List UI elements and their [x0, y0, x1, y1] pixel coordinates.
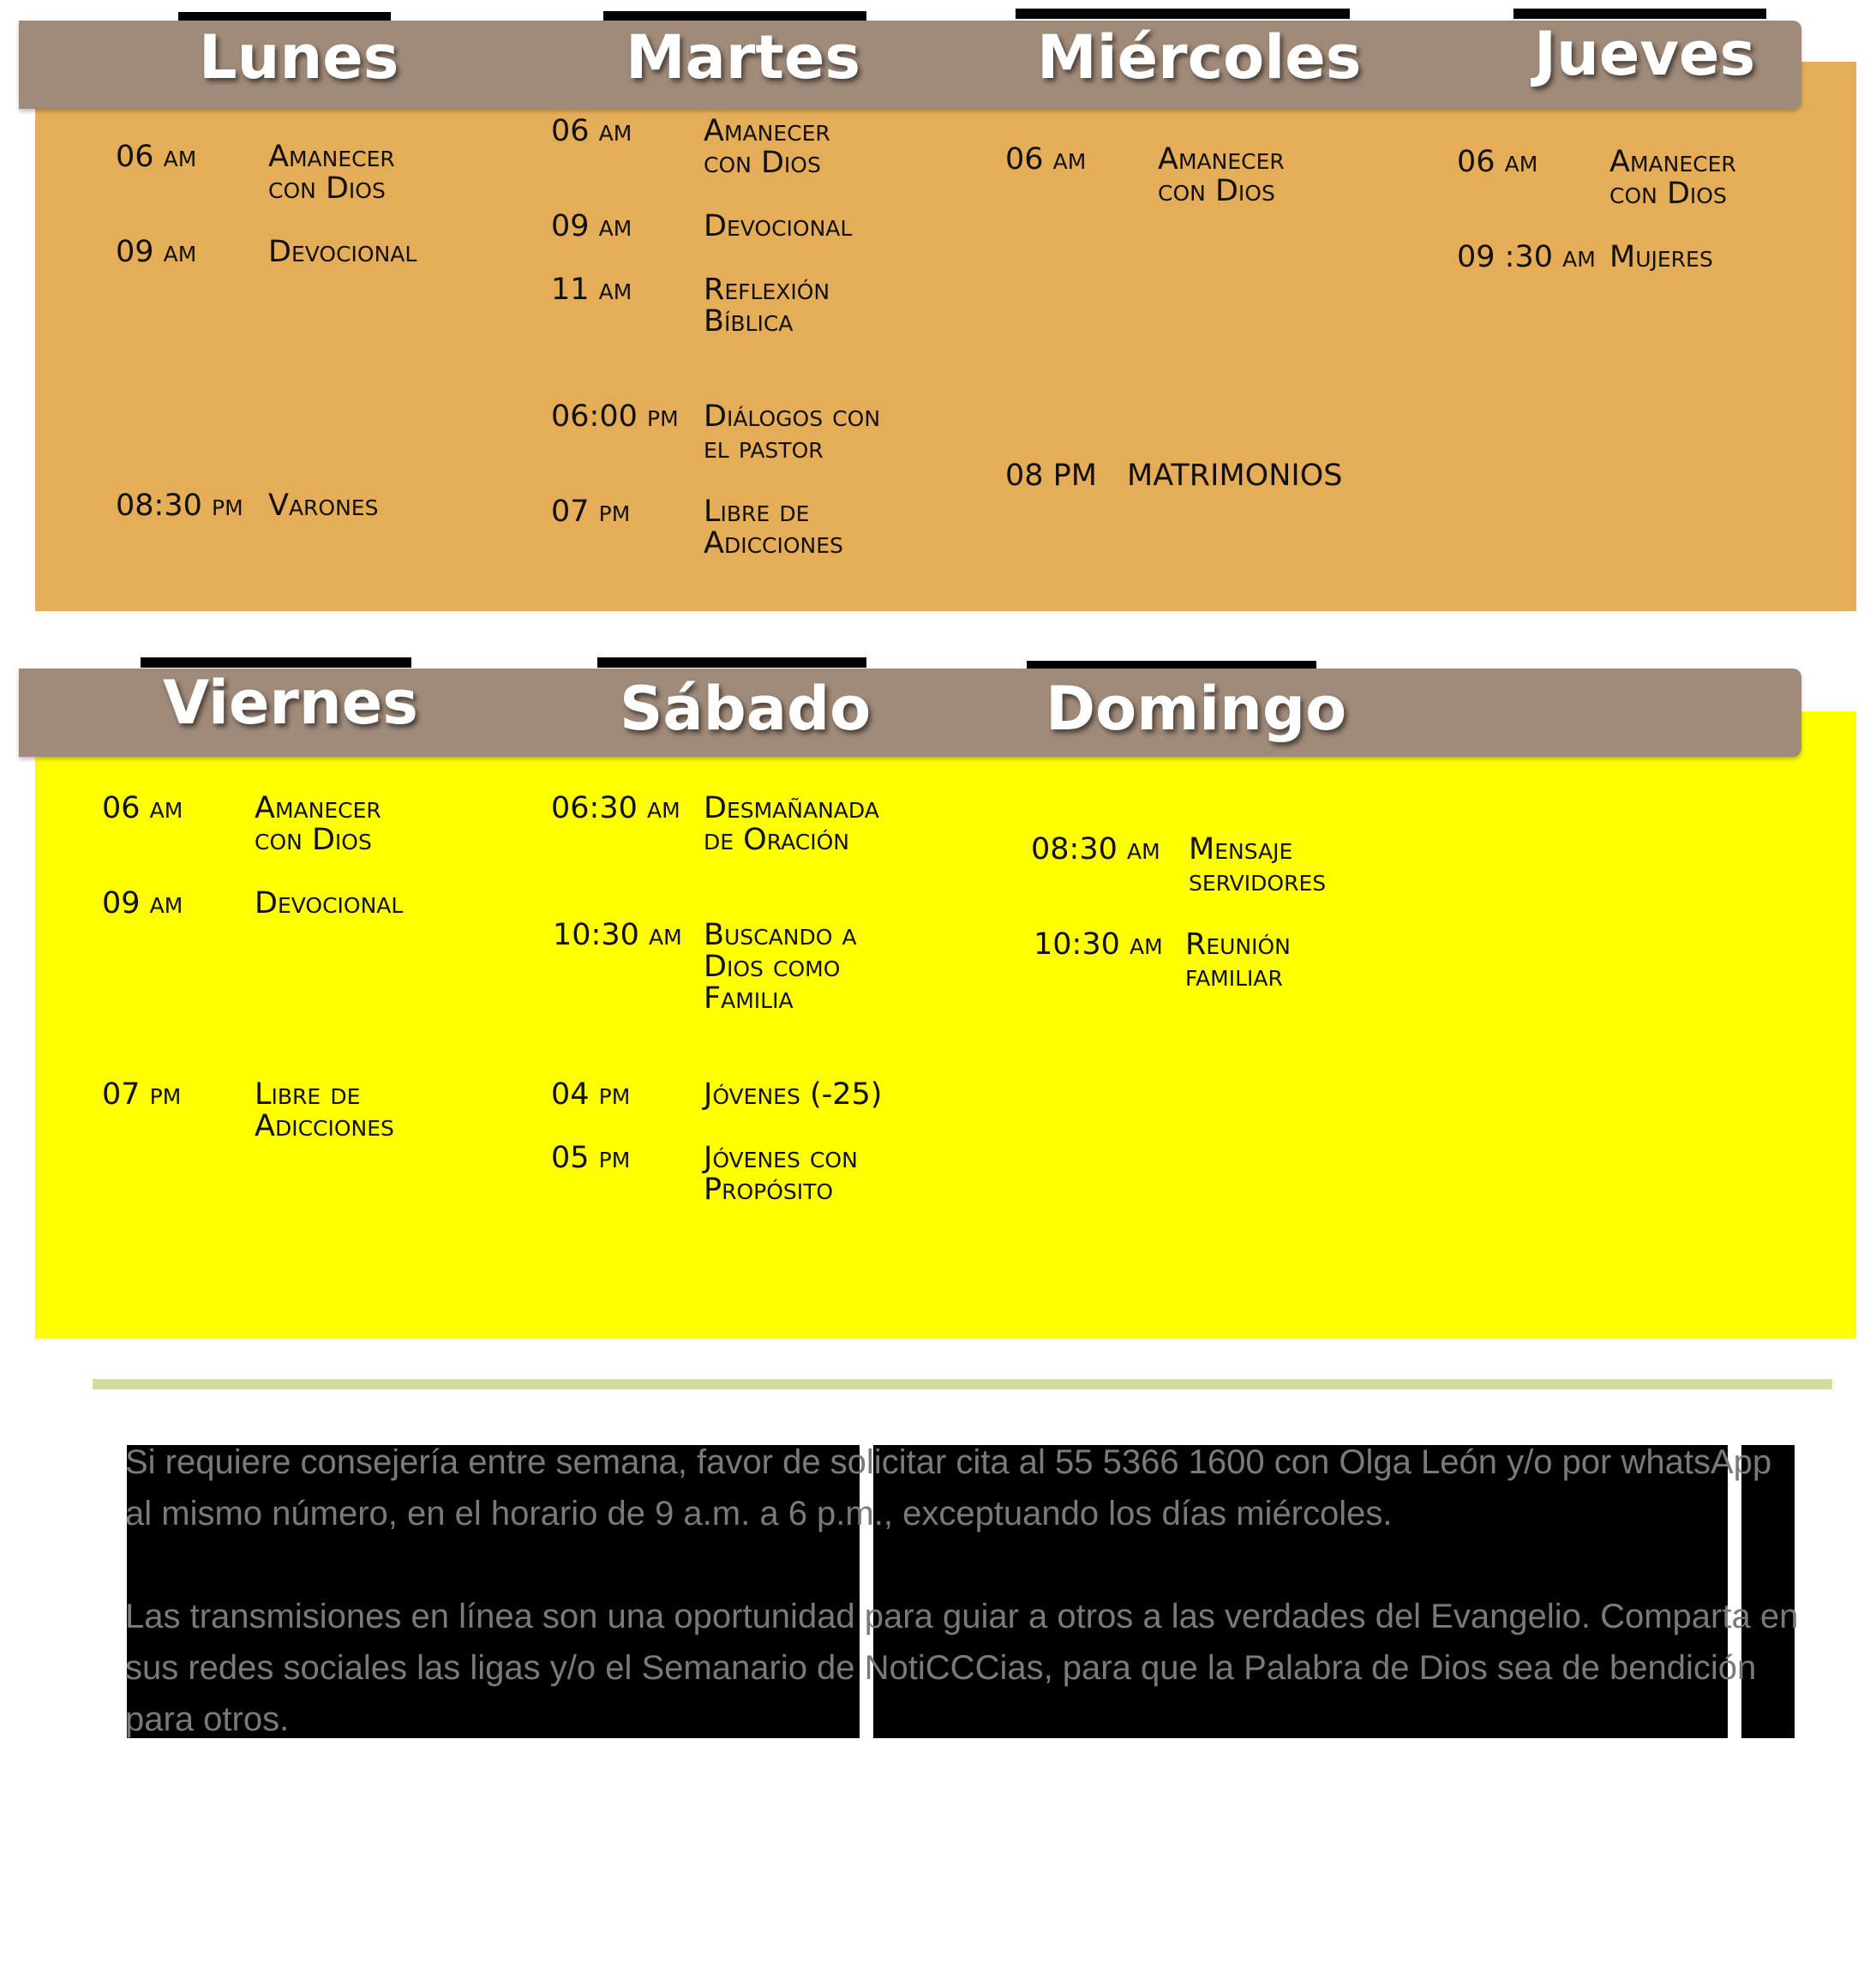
banner-tab — [597, 657, 866, 668]
schedule-time: 06:00 pm — [551, 399, 679, 434]
schedule-time: 07 pm — [551, 495, 631, 529]
day-heading-domingo: Domingo — [1046, 674, 1347, 744]
schedule-activity: Reunión familiar — [1185, 927, 1291, 993]
schedule-activity: Mensaje servidores — [1189, 832, 1327, 898]
schedule-time: 08 PM — [1005, 459, 1097, 493]
counseling-note: Si requiere consejería entre semana, favor de solicitar cita al 55 5366 1600 con Olga León y/o por whatsApp al mismo número, en el horario de 9 a.m. a 6 p.m., exceptuando los días miércoles. — [125, 1443, 1772, 1532]
schedule-time: 08:30 pm — [116, 489, 243, 523]
schedule-activity: Buscando a Dios como Familia — [704, 918, 857, 1016]
schedule-activity: Diálogos con el pastor — [704, 399, 881, 465]
schedule-activity: Libre de Adicciones — [704, 495, 843, 561]
day-heading-martes: Martes — [626, 22, 861, 93]
schedule-activity: Reflexión Bíblica — [704, 273, 830, 339]
schedule-activity: Devocional — [268, 235, 417, 269]
schedule-activity: Desmañanada de Oración — [704, 791, 879, 857]
schedule-time: 10:30 am — [1034, 927, 1163, 962]
schedule-time: 06 am — [1457, 145, 1538, 179]
banner-tab — [1016, 9, 1350, 19]
schedule-time: 10:30 am — [553, 918, 682, 952]
streaming-note: Las transmisiones en línea son una oportunidad para guiar a otros a las verdades del Evangelio. Comparta en sus redes sociales las ligas y/o el Semanario de NotiCCCias, para que la Palabra de Dios sea de bendición para otros. — [125, 1598, 1799, 1738]
schedule-time: 08:30 am — [1031, 832, 1160, 867]
schedule-time: 06 am — [116, 140, 197, 174]
section-divider — [93, 1379, 1832, 1389]
schedule-activity: Amanecer con Dios — [1609, 145, 1736, 211]
day-heading-miercoles: Miércoles — [1037, 22, 1362, 93]
schedule-activity: Varones — [268, 489, 379, 523]
schedule-activity: Amanecer con Dios — [268, 140, 395, 206]
day-heading-viernes: Viernes — [163, 668, 418, 738]
schedule-time: 11 am — [551, 273, 632, 307]
day-heading-lunes: Lunes — [199, 22, 399, 93]
schedule-activity: Amanecer con Dios — [1158, 142, 1285, 208]
schedule-activity: Jóvenes con Propósito — [704, 1141, 858, 1207]
schedule-activity: Amanecer con Dios — [255, 791, 381, 857]
schedule-activity: Amanecer con Dios — [704, 114, 830, 180]
schedule-activity: Devocional — [704, 209, 853, 243]
schedule-time: 06 am — [551, 114, 632, 148]
day-heading-jueves: Jueves — [1534, 19, 1756, 89]
schedule-time: 09 am — [102, 886, 183, 921]
schedule-time: 09 :30 am — [1457, 240, 1596, 274]
schedule-time: 07 pm — [102, 1077, 182, 1112]
schedule-time: 09 am — [116, 235, 197, 269]
schedule-activity: Jóvenes (-25) — [704, 1077, 883, 1112]
banner-tab — [1513, 9, 1766, 19]
schedule-time: 04 pm — [551, 1077, 631, 1112]
schedule-time: 05 pm — [551, 1141, 631, 1175]
schedule-activity: Libre de Adicciones — [255, 1077, 394, 1143]
schedule-time: 09 am — [551, 209, 632, 243]
schedule-activity: MATRIMONIOS — [1127, 459, 1343, 493]
day-heading-sabado: Sábado — [620, 674, 872, 744]
schedule-time: 06 am — [1005, 142, 1087, 177]
schedule-activity: Mujeres — [1609, 240, 1713, 274]
schedule-activity: Devocional — [255, 886, 404, 921]
schedule-time: 06:30 am — [551, 791, 680, 825]
schedule-time: 06 am — [102, 791, 183, 825]
banner-tab — [141, 657, 411, 668]
